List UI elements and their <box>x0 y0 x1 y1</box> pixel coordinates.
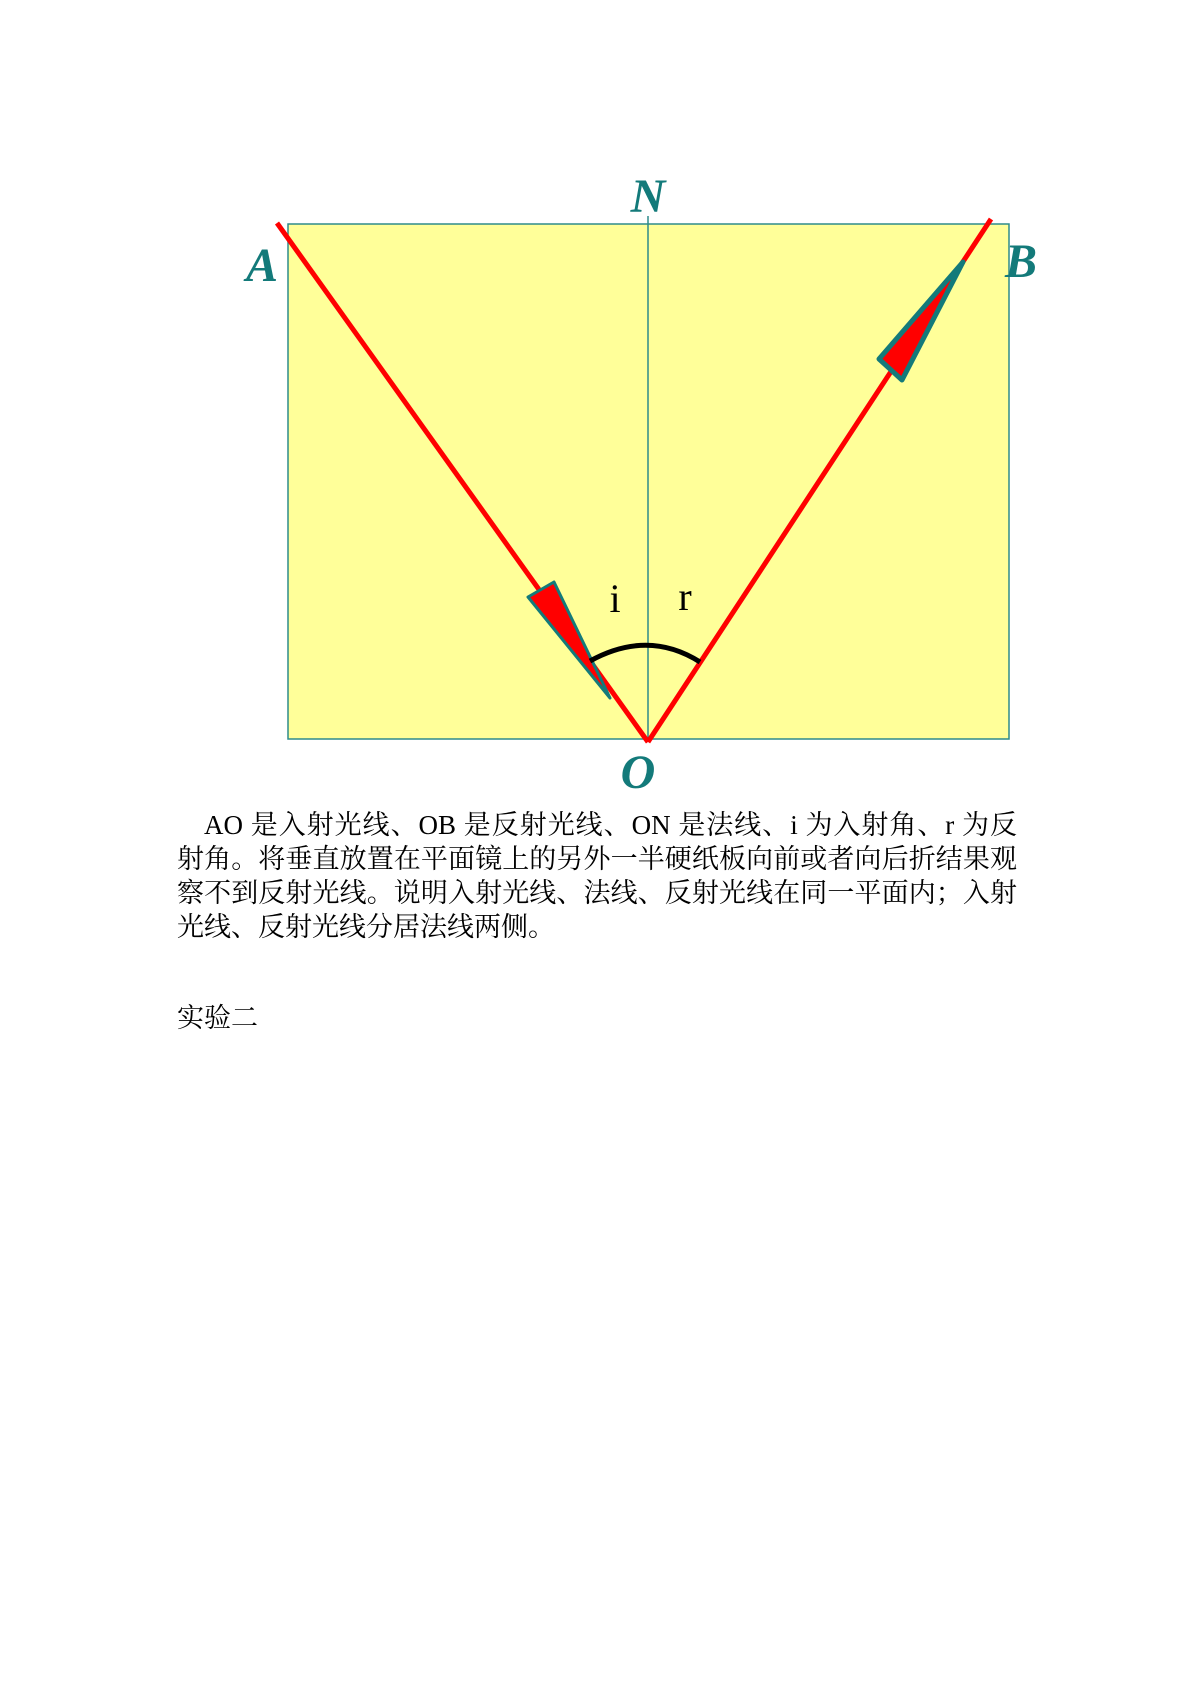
label-incidence-angle: i <box>609 576 621 621</box>
label-reflection-angle: r <box>678 574 692 619</box>
label-n: N <box>630 170 666 223</box>
label-o: O <box>620 746 656 799</box>
label-b: B <box>1004 235 1038 288</box>
section-heading: 实验二 <box>177 1003 258 1033</box>
caption-paragraph: AO 是入射光线、OB 是反射光线、ON 是法线、i 为入射角、r 为反射角。将垂直放置在平面镜上的另外一半硬纸板向前或者向后折结果观察不到反射光线。说明入射光线、法线、反射光线在同一平面内；入射光线、反射光线分居法线两侧。 <box>177 810 1017 942</box>
label-a: A <box>245 239 279 292</box>
reflection-diagram <box>0 0 1191 800</box>
